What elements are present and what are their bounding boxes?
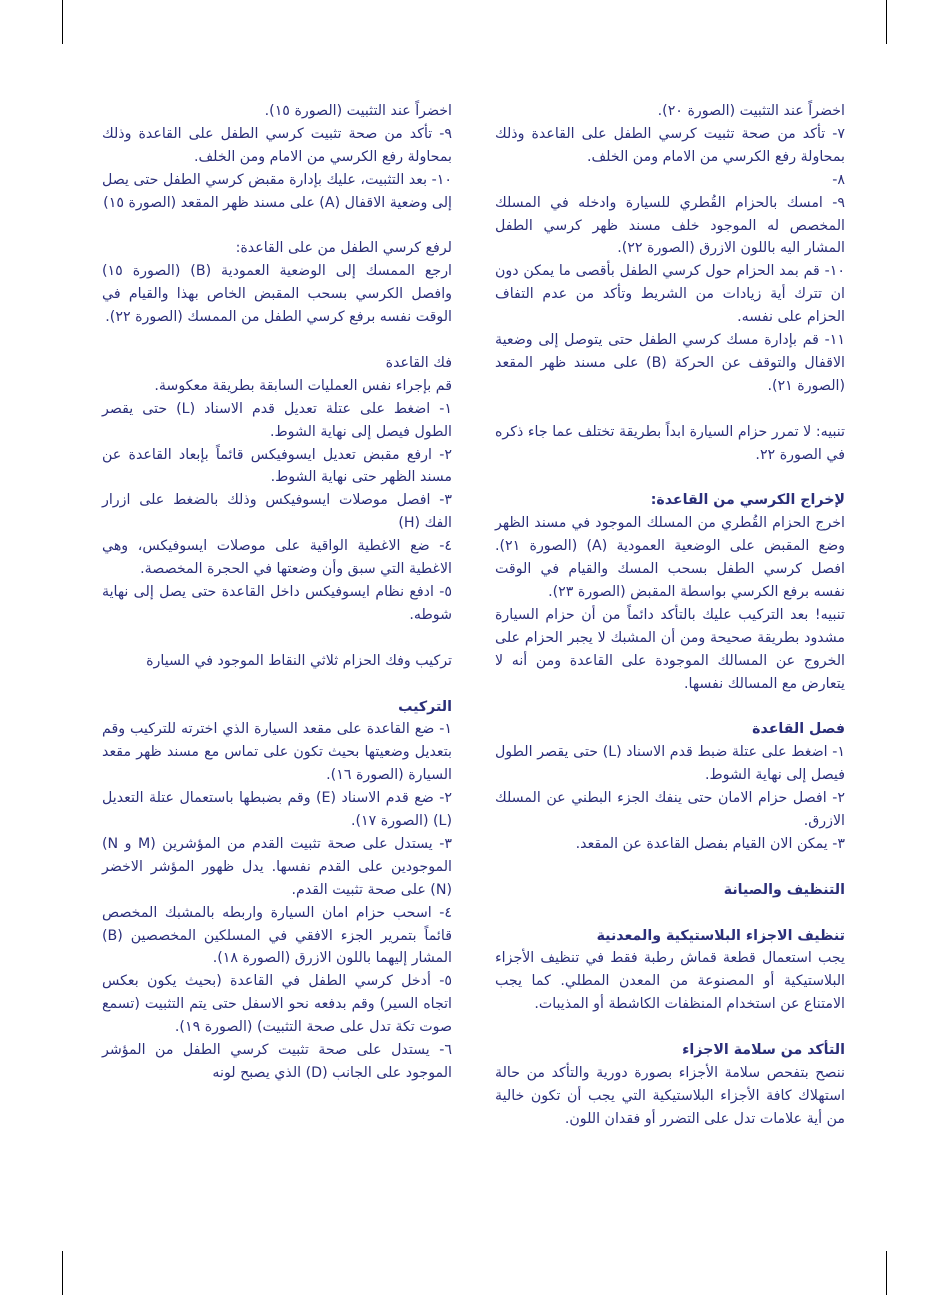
right-paragraph: ٣- يمكن الان القيام بفصل القاعدة عن المقعد. — [575, 835, 845, 852]
right-spacer — [495, 398, 845, 421]
left-spacer — [102, 673, 452, 696]
crop-mark-top-left — [62, 0, 63, 44]
left-paragraph: ٥- ادفع نظام ايسوفيكس داخل القاعدة حتى يصل إلى نهاية شوطه. — [102, 584, 452, 623]
right-paragraph: اخرج الحزام القُطري من المسلك الموجود في مسند الظهر وضع المقبض على الوضعية العمودية (A) (الصورة ٢١). افصل كرسي الطفل بسحب المسك والقيام في الوقت نفسه برفع الكرسي بواسطة المقبض (الصورة ٢٣). — [495, 515, 845, 600]
right-column — [495, 100, 845, 1131]
crop-mark-top-right — [886, 0, 887, 44]
left-paragraph: ٤- اسحب حزام امان السيارة واربطه بالمشبك المخصص قائماً بتمرير الجزء الافقي في المسلكين المخصصين (B) المشار إليهما باللون الازرق (الصورة ١٨). — [102, 904, 452, 967]
right-paragraph: تنبيه: لا تمرر حزام السيارة ابداً بطريقة تختلف عما جاء ذكره في الصورة ٢٢. — [495, 423, 845, 463]
crop-mark-bottom-right — [886, 1251, 887, 1295]
left-paragraph: ٤- ضع الاغطية الواقية على موصلات ايسوفيكس، وهي الاغطية التي سبق وأن وضعتها في الحجرة المخصصة. — [102, 538, 452, 578]
left-paragraph: لرفع كرسي الطفل من على القاعدة: — [235, 240, 452, 257]
right-paragraph: ننصح بتفحص سلامة الأجزاء بصورة دورية والتأكد من حالة استهلاك كافة الأجزاء البلاستيكية التي يجب أن تكون خالية من أية علامات تدل على التضرر أو فقدان اللون. — [495, 1064, 845, 1127]
left-paragraph: تركيب وفك الحزام ثلاثي النقاط الموجود في السيارة — [146, 652, 452, 669]
right-spacer — [495, 466, 845, 489]
left-paragraph: ١٠- بعد التثبيت، عليك بإدارة مقبض كرسي الطفل حتى يصل إلى وضعية الاقفال (A) على مسند ظهر المقعد (الصورة ١٥) — [102, 171, 452, 211]
right-paragraph: اخضراً عند التثبيت (الصورة ٢٠). — [657, 103, 845, 119]
right-paragraph: ١- اضغط على عتلة ضبط قدم الاسناد (L) حتى يقصر الطول فيصل إلى نهاية الشوط. — [495, 744, 845, 784]
left-paragraph: ٢- ضع قدم الاسناد (E) وقم بضبطها باستعمال عتلة التعديل (L) (الصورة ١٧). — [102, 790, 452, 830]
left-paragraph: ارجع الممسك إلى الوضعية العمودية (B) (الصورة ١٥) وافصل الكرسي بسحب المقبض الخاص بهذا والقيام في الوقت نفسه برفع كرسي الطفل من الممسك (الصورة ٢٢). — [102, 263, 452, 326]
crop-mark-bottom-left — [62, 1251, 63, 1295]
right-paragraph: ٧- تأكد من صحة تثبيت كرسي الطفل على القاعدة وذلك بمحاولة رفع الكرسي من الامام ومن الخلف. — [495, 125, 845, 165]
left-paragraph: ٣- يستدل على صحة تثبيت القدم من المؤشرين (M و N) الموجودين على القدم نفسها. يدل ظهور المؤشر الاخضر (N) على صحة تثبيت القدم. — [102, 835, 452, 898]
left-spacer — [102, 329, 452, 352]
right-spacer — [495, 1016, 845, 1039]
left-paragraph: ١- ضع القاعدة على مقعد السيارة الذي اخترته للتركيب وقم بتعديل وضعيتها بحيث تكون على تماس مع مسند ظهر مقعد السيارة (الصورة ١٦). — [102, 721, 452, 784]
right-paragraph: ١٠- قم بمد الحزام حول كرسي الطفل بأقصى ما يمكن دون ان تترك أية زيادات من الشريط وتأكد من عدم التفاف الحزام على نفسه. — [495, 263, 845, 326]
left-paragraph: ٩- تأكد من صحة تثبيت كرسي الطفل على القاعدة وذلك بمحاولة رفع الكرسي من الامام ومن الخلف. — [102, 125, 452, 165]
right-heading: التنظيف والصيانة — [723, 881, 845, 898]
right-heading: تنظيف الاجزاء البلاستيكية والمعدنية — [596, 927, 845, 944]
right-spacer — [495, 856, 845, 879]
left-paragraph: قم بإجراء نفس العمليات السابقة بطريقة معكوسة. — [154, 377, 452, 394]
left-paragraph: ٣- افصل موصلات ايسوفيكس وذلك بالضغط على ازرار الفك (H) — [102, 492, 452, 532]
right-spacer — [495, 902, 845, 925]
right-heading: التأكد من سلامة الاجزاء — [682, 1042, 845, 1059]
right-paragraph: تنبيه! بعد التركيب عليك بالتأكد دائماً من أن حزام السيارة مشدود بطريقة صحيحة ومن أن المشبك لا يجبر الحزام على الخروج عن المسالك الموجودة على القاعدة ومن أنه لا يتعارض مع المسالك نفسها. — [495, 606, 845, 692]
left-paragraph: ٢- ارفع مقبض تعديل ايسوفيكس قائماً بإبعاد القاعدة عن مسند الظهر حتى نهاية الشوط. — [102, 446, 452, 486]
right-paragraph: ٩- امسك بالحزام القُطري للسيارة وادخله في المسلك المخصص له الموجود خلف مسند ظهر كرسي الطفل المشار اليه باللون الازرق (الصورة ٢٢). — [495, 194, 845, 257]
left-spacer — [102, 627, 452, 650]
right-heading: لإخراج الكرسي من القاعدة: — [650, 492, 845, 509]
left-column — [102, 100, 452, 1085]
right-paragraph: ٢- افصل حزام الامان حتى ينفك الجزء البطني عن المسلك الازرق. — [495, 790, 845, 830]
right-heading: فصل القاعدة — [752, 721, 845, 738]
left-spacer — [102, 215, 452, 238]
right-paragraph: ١١- قم بإدارة مسك كرسي الطفل حتى يتوصل إلى وضعية الاقفال والتوقف عن الحركة (B) على مسند ظهر المقعد (الصورة ٢١). — [495, 332, 845, 394]
right-paragraph: يجب استعمال قطعة قماش رطبة فقط في تنظيف الأجزاء البلاستيكية أو المصنوعة من المعدن المطلي. كما يجب الامتناع عن استخدام المنظفات الكاشطة أو المذيبات. — [495, 950, 845, 1013]
left-paragraph: اخضراً عند التثبيت (الصورة ١٥). — [264, 103, 452, 119]
left-paragraph: ١- اضغط على عتلة تعديل قدم الاسناد (L) حتى يقصر الطول فيصل إلى نهاية الشوط. — [102, 400, 452, 440]
right-spacer — [495, 696, 845, 719]
left-paragraph: فك القاعدة — [385, 354, 452, 371]
left-paragraph: ٦- يستدل على صحة تثبيت كرسي الطفل من المؤشر الموجود على الجانب (D) الذي يصبح لونه — [102, 1042, 452, 1081]
right-paragraph: ٨- — [832, 171, 845, 188]
left-paragraph: ٥- أدخل كرسي الطفل في القاعدة (بحيث يكون بعكس اتجاه السير) وقم بدفعه نحو الاسفل حتى يتم التثبيت (تسمع صوت تكة تدل على صحة التثبيت) (الصورة ١٩). — [102, 973, 452, 1036]
left-heading: التركيب — [398, 698, 452, 715]
